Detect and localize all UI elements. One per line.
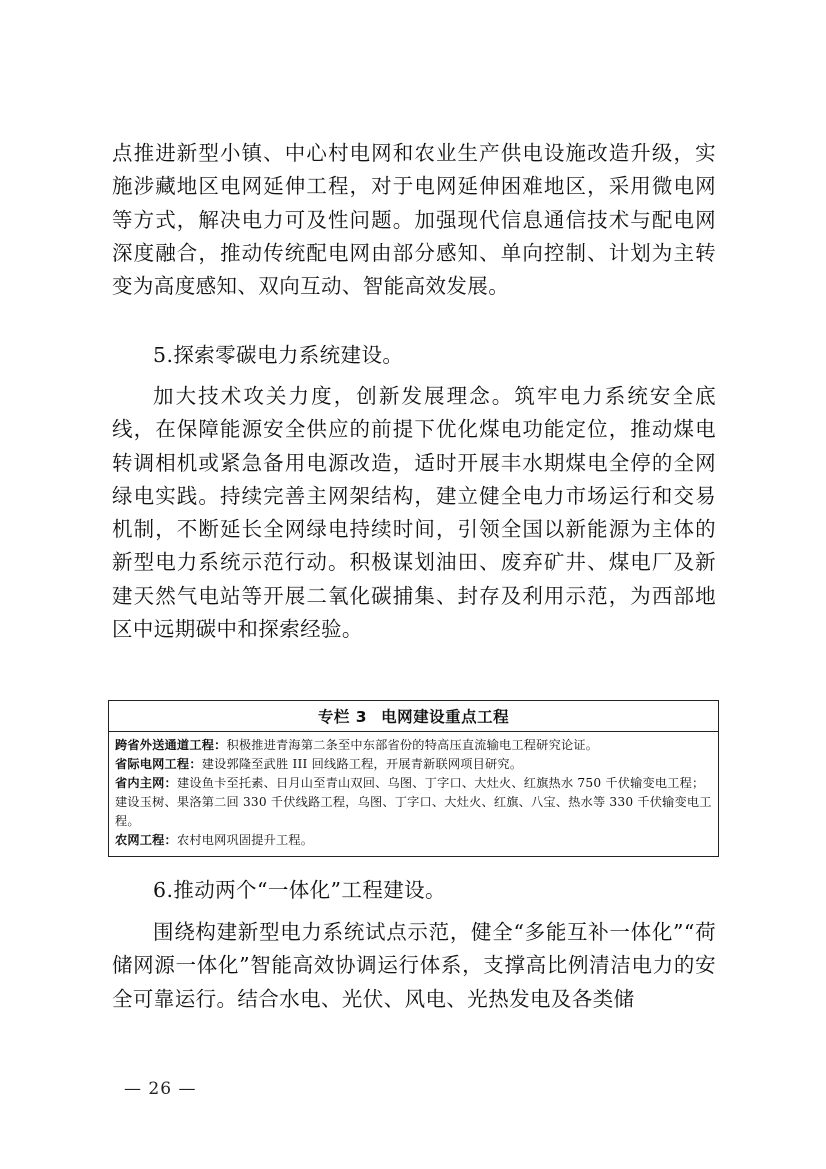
item-label: 农网工程： xyxy=(115,833,177,847)
feature-box-title xyxy=(109,701,718,732)
item-label: 省内主网： xyxy=(115,776,177,790)
paragraph-rural-grid: 点推进新型小镇、中心村电网和农业生产供电设施改造升级，实施涉藏地区电网延伸工程，对于电网延伸困难地区，采用微电网等方式，解决电力可及性问题。加强现代信息通信技术与配电网深度融合，推动传统配电网由部分感知、单向控制、计划为主转变为高度感知、双向互动、智能高效发展。 xyxy=(112,141,716,299)
section-heading-6: 6.推动两个“一体化”工程建设。 xyxy=(153,878,446,902)
item-text: 建设鱼卡至托素、日月山至青山双回、乌图、丁字口、大灶火、红旗热水 750 千伏输变电工程；建设玉树、果洛第二回 330 千伏线路工程，乌图、丁字口、大灶火、红旗、八宝、热水等 330 千伏输变电工程。 xyxy=(115,776,712,828)
feature-box-heading: 电网建设重点工程 xyxy=(381,708,510,726)
feature-box-item xyxy=(115,755,712,774)
item-text: 农村电网巩固提升工程。 xyxy=(176,833,314,847)
feature-box-grid-projects xyxy=(108,700,719,857)
page-number: — 26 — xyxy=(124,1079,197,1099)
feature-box-item xyxy=(115,831,712,850)
item-text: 积极推进青海第二条至中东部省份的特高压直流输电工程研究论证。 xyxy=(226,738,599,752)
feature-box-number: 专栏 3 xyxy=(317,708,368,726)
section-heading-5: 5.探索零碳电力系统建设。 xyxy=(153,343,404,367)
item-label: 省际电网工程： xyxy=(115,757,202,771)
paragraph-zero-carbon: 加大技术攻关力度，创新发展理念。筑牢电力系统安全底线，在保障能源安全供应的前提下优化煤电功能定位，推动煤电转调相机或紧急备用电源改造，适时开展丰水期煤电全停的全网绿电实践。持续完善主网架结构，建立健全电力市场运行和交易机制，不断延长全网绿电持续时间，引领全国以新能源为主体的新型电力系统示范行动。积极谋划油田、废弃矿井、煤电厂及新建天然气电站等开展二氧化碳捕集、封存及利用示范，为西部地区中远期碳中和探索经验。 xyxy=(112,384,716,642)
item-label: 跨省外送通道工程： xyxy=(115,738,227,752)
feature-box-item xyxy=(115,774,712,831)
paragraph-integration: 围绕构建新型电力系统试点示范，健全“多能互补一体化”“荷储网源一体化”智能高效协调运行体系，支撑高比例清洁电力的安全可靠运行。结合水电、光伏、风电、光热发电及各类储 xyxy=(112,920,716,1011)
feature-box-body xyxy=(109,732,718,850)
item-text: 建设郭隆至武胜 III 回线路工程，开展青新联网项目研究。 xyxy=(201,757,523,771)
feature-box-item xyxy=(115,736,712,755)
